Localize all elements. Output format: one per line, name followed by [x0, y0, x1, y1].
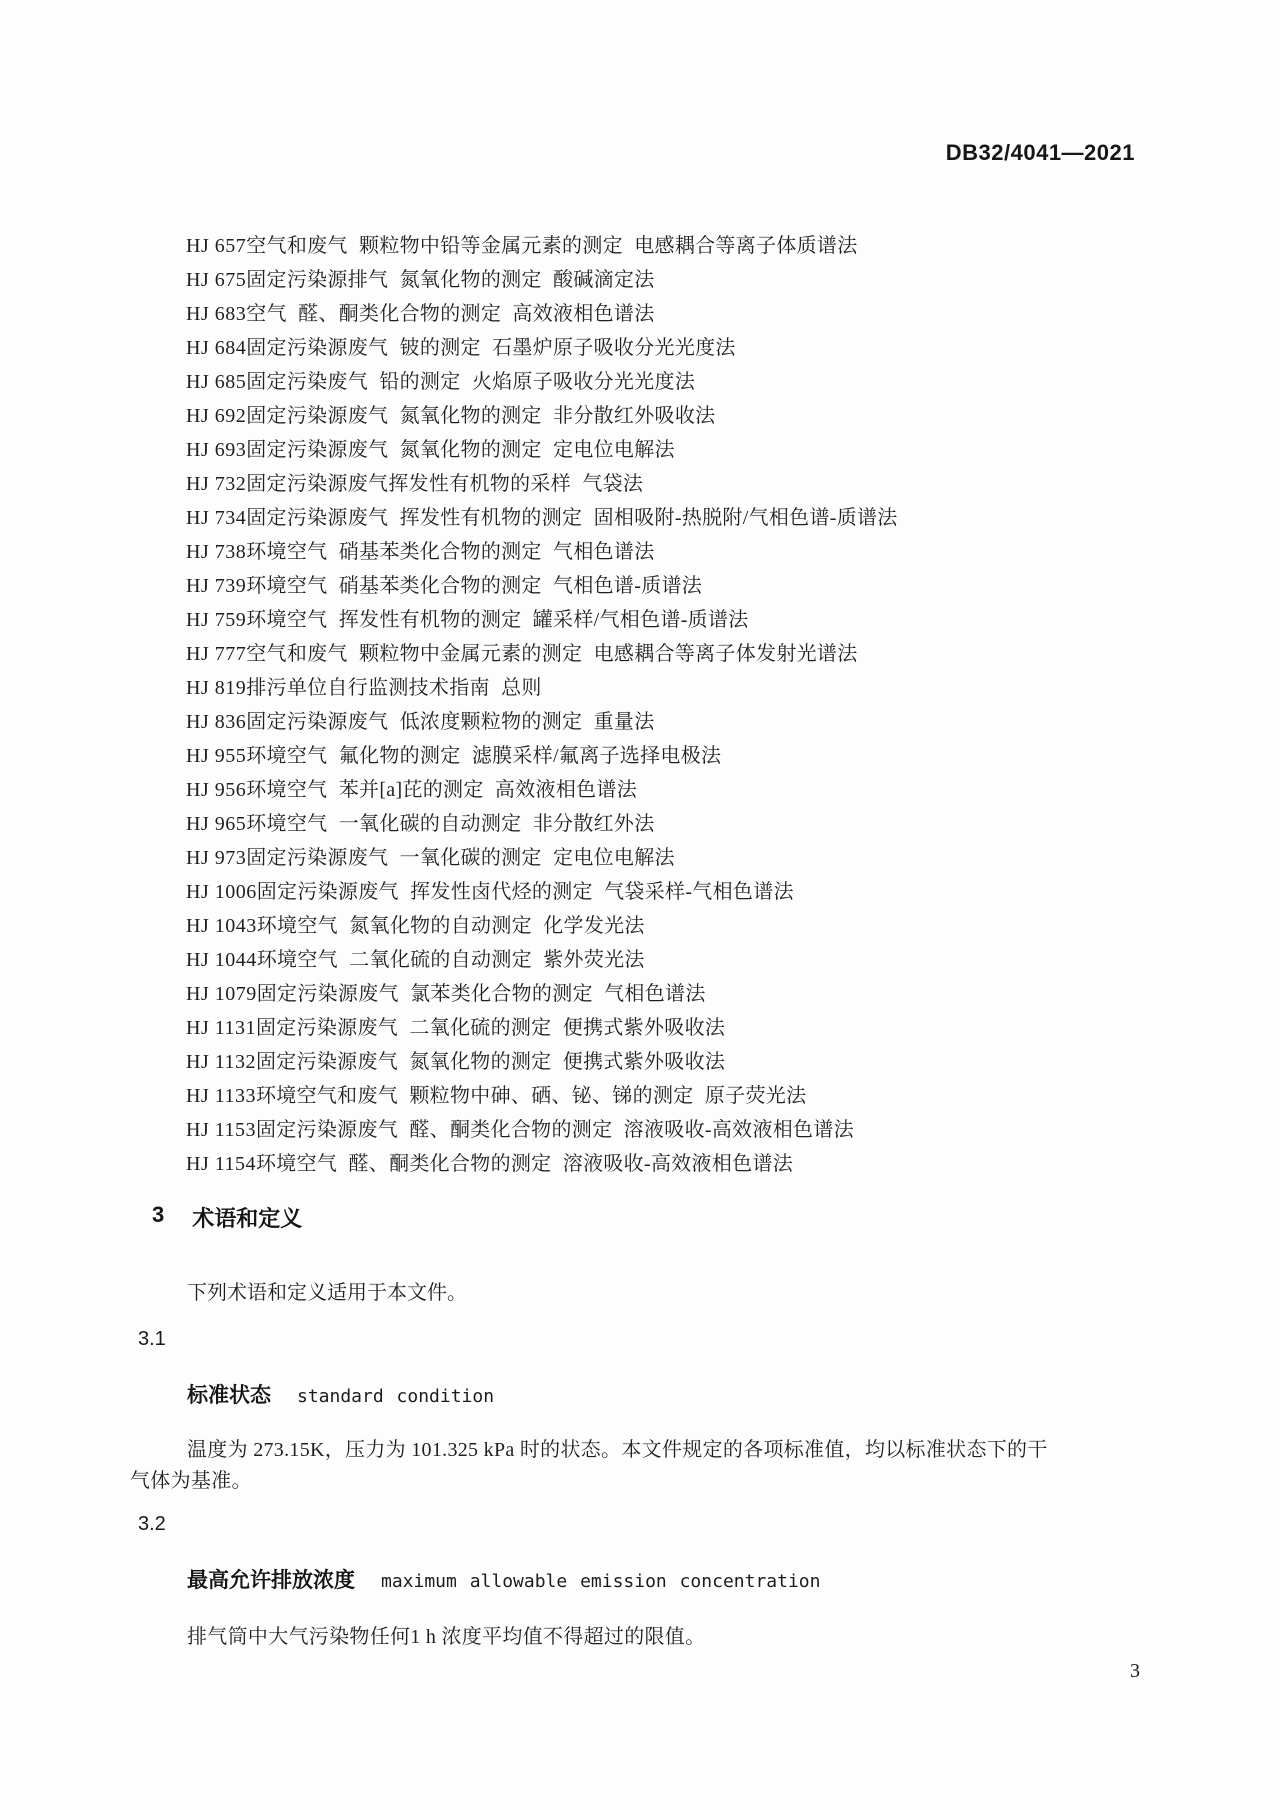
section-heading	[152, 1202, 302, 1233]
standard-title: 环境空气 硝基苯类化合物的测定 气相色谱法	[246, 541, 655, 563]
standard-list-item	[186, 739, 1166, 773]
standard-code: HJ 1153	[186, 1119, 256, 1141]
terms-intro-paragraph: 下列术语和定义适用于本文件。	[187, 1282, 467, 1304]
standard-title: 环境空气和废气 颗粒物中砷、硒、铋、锑的测定 原子荧光法	[255, 1085, 807, 1107]
standard-list-item	[186, 671, 1166, 705]
standard-code: HJ 692	[186, 405, 247, 427]
standard-code: HJ 819	[186, 677, 247, 699]
standard-list-item	[186, 977, 1166, 1011]
standard-code: HJ 956	[186, 779, 247, 801]
standard-list-item	[186, 943, 1166, 977]
page-number: 3	[1130, 1660, 1140, 1682]
standard-list-item	[186, 569, 1166, 603]
standard-code: HJ 738	[186, 541, 247, 563]
standard-list-item	[186, 841, 1166, 875]
standard-code: HJ 759	[186, 609, 247, 631]
standard-code: HJ 732	[186, 473, 247, 495]
standard-code: HJ 685	[186, 371, 247, 393]
standard-code: HJ 1154	[186, 1153, 256, 1175]
standard-title: 环境空气 一氧化碳的自动测定 非分散红外法	[246, 813, 655, 835]
term-name-cn: 标准状态	[187, 1384, 271, 1407]
standard-list-item	[186, 603, 1166, 637]
definition-line: 气体为基准。	[130, 1470, 252, 1492]
definition-line: 温度为 273.15K，压力为 101.325 kPa 时的状态。本文件规定的各项标准值，均以标准状态下的干	[187, 1439, 1048, 1461]
standard-code: HJ 1079	[186, 983, 257, 1005]
standard-code: HJ 836	[186, 711, 247, 733]
standard-list-item	[186, 1011, 1166, 1045]
standard-title: 环境空气 苯并[a]芘的测定 高效液相色谱法	[246, 779, 638, 801]
standard-code: HJ 1133	[186, 1085, 256, 1107]
term-heading-3-1	[187, 1379, 494, 1409]
standard-code: HJ 1131	[186, 1017, 256, 1039]
standard-title: 固定污染源废气 挥发性卤代烃的测定 气袋采样-气相色谱法	[256, 881, 794, 903]
standard-code: HJ 777	[186, 643, 247, 665]
section-title: 术语和定义	[192, 1206, 303, 1231]
standard-code: HJ 1043	[186, 915, 257, 937]
term-name-en: standard condition	[297, 1386, 495, 1407]
standard-list-item	[186, 399, 1166, 433]
standard-title: 环境空气 醛、酮类化合物的测定 溶液吸收-高效液相色谱法	[255, 1153, 794, 1175]
term-number-3-2: 3.2	[138, 1513, 166, 1535]
standard-list-item	[186, 535, 1166, 569]
term-number-3-1: 3.1	[138, 1328, 166, 1350]
standard-code: HJ 1044	[186, 949, 257, 971]
standard-title: 空气和废气 颗粒物中铅等金属元素的测定 电感耦合等离子体质谱法	[246, 235, 858, 257]
standard-title: 排污单位自行监测技术指南 总则	[246, 677, 542, 699]
standard-list-item	[186, 875, 1166, 909]
standard-code: HJ 675	[186, 269, 247, 291]
standard-code: HJ 734	[186, 507, 247, 529]
standard-code: HJ 739	[186, 575, 247, 597]
standard-title: 空气和废气 颗粒物中金属元素的测定 电感耦合等离子体发射光谱法	[246, 643, 858, 665]
standard-title: 固定污染源废气 一氧化碳的测定 定电位电解法	[246, 847, 675, 869]
standard-list-item	[186, 229, 1166, 263]
standard-code: HJ 657	[186, 235, 247, 257]
standard-code: HJ 1132	[186, 1051, 256, 1073]
standard-list-item	[186, 909, 1166, 943]
standard-title: 环境空气 硝基苯类化合物的测定 气相色谱-质谱法	[246, 575, 703, 597]
standard-list-item	[186, 637, 1166, 671]
standard-list-item	[186, 807, 1166, 841]
standard-code: HJ 973	[186, 847, 247, 869]
term-name-cn: 最高允许排放浓度	[187, 1569, 355, 1592]
standard-title: 环境空气 二氧化硫的自动测定 紫外荧光法	[256, 949, 645, 971]
section-number: 3	[152, 1202, 165, 1227]
standard-list-item	[186, 297, 1166, 331]
standard-title: 空气 醛、酮类化合物的测定 高效液相色谱法	[246, 303, 655, 325]
standard-title: 环境空气 挥发性有机物的测定 罐采样/气相色谱-质谱法	[246, 609, 749, 631]
standard-code: HJ 965	[186, 813, 247, 835]
standard-title: 固定污染源废气 氮氧化物的测定 便携式紫外吸收法	[255, 1051, 726, 1073]
standard-title: 固定污染源废气 铍的测定 石墨炉原子吸收分光光度法	[246, 337, 736, 359]
definition-line: 排气筒中大气污染物任何1 h 浓度平均值不得超过的限值。	[187, 1626, 706, 1648]
term-name-en: maximum allowable emission concentration	[381, 1571, 821, 1592]
standard-title: 固定污染源废气 醛、酮类化合物的测定 溶液吸收-高效液相色谱法	[255, 1119, 854, 1141]
standard-list-item	[186, 773, 1166, 807]
standard-title: 固定污染源废气 氮氧化物的测定 非分散红外吸收法	[246, 405, 716, 427]
standard-title: 固定污染源废气 氮氧化物的测定 定电位电解法	[246, 439, 675, 461]
standard-code: HJ 1006	[186, 881, 257, 903]
standard-list-item	[186, 1079, 1166, 1113]
standard-code: HJ 693	[186, 439, 247, 461]
standard-title: 固定污染源废气 二氧化硫的测定 便携式紫外吸收法	[255, 1017, 726, 1039]
standard-title: 固定污染源废气挥发性有机物的采样 气袋法	[246, 473, 644, 495]
standard-code: HJ 955	[186, 745, 247, 767]
standard-title: 固定污染源废气 低浓度颗粒物的测定 重量法	[246, 711, 655, 733]
standard-list-item	[186, 467, 1166, 501]
standard-list-item	[186, 1113, 1166, 1147]
standard-title: 固定污染源排气 氮氧化物的测定 酸碱滴定法	[246, 269, 655, 291]
standard-code: HJ 684	[186, 337, 247, 359]
standard-title: 环境空气 氮氧化物的自动测定 化学发光法	[256, 915, 645, 937]
standard-list-item	[186, 433, 1166, 467]
standard-list-item	[186, 365, 1166, 399]
term-heading-3-2	[187, 1564, 820, 1594]
standard-list-item	[186, 501, 1166, 535]
standards-reference-list	[186, 229, 1166, 1181]
document-code-header: DB32/4041—2021	[945, 140, 1135, 165]
standard-code: HJ 683	[186, 303, 247, 325]
standard-list-item	[186, 263, 1166, 297]
standard-title: 固定污染源废气 氯苯类化合物的测定 气相色谱法	[256, 983, 706, 1005]
standard-title: 固定污染源废气 挥发性有机物的测定 固相吸附-热脱附/气相色谱-质谱法	[246, 507, 898, 529]
standard-title: 环境空气 氟化物的测定 滤膜采样/氟离子选择电极法	[246, 745, 722, 767]
standard-title: 固定污染废气 铅的测定 火焰原子吸收分光光度法	[246, 371, 696, 393]
standard-list-item	[186, 1147, 1166, 1181]
standard-list-item	[186, 1045, 1166, 1079]
standard-list-item	[186, 331, 1166, 365]
standard-list-item	[186, 705, 1166, 739]
